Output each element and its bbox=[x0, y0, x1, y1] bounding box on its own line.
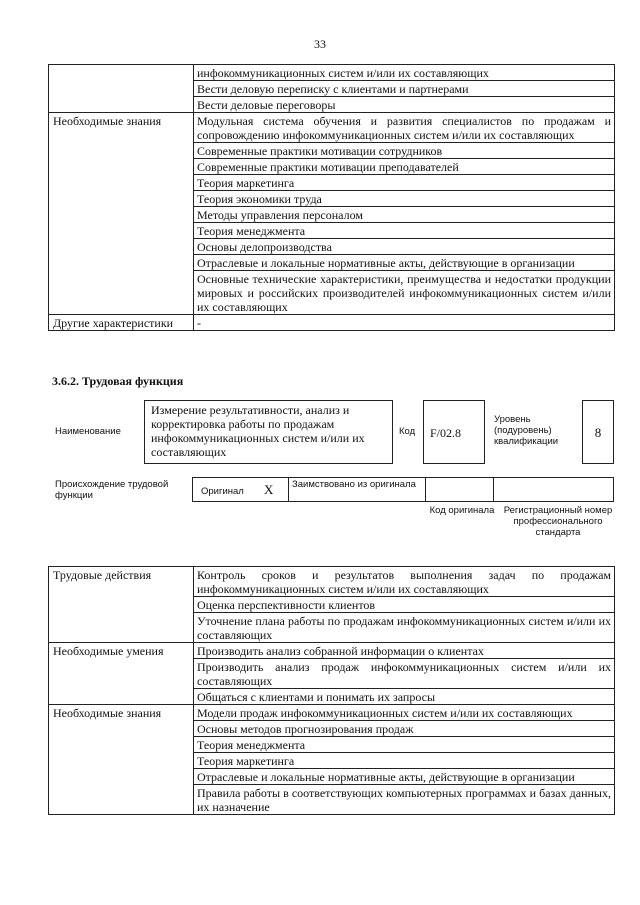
row-value: Контроль сроков и результатов выполнения задач по продажам инфокоммуникационных систем и/или их составляющих bbox=[194, 567, 615, 597]
table2-body bbox=[49, 567, 615, 815]
table-row bbox=[49, 567, 615, 597]
code-original-label: Код оригинала bbox=[429, 505, 495, 516]
row-label-knowledge: Необходимые знания bbox=[49, 705, 194, 815]
row-value: Теория маркетинга bbox=[194, 175, 615, 191]
requirements-table-bottom bbox=[48, 566, 615, 815]
row-value: Уточнение плана работы по продажам инфокоммуникационных систем и/или их составляющих bbox=[194, 613, 615, 643]
function-code-box: F/02.8 bbox=[423, 400, 485, 464]
row-value: Основные технические характеристики, преимущества и недостатки продукции мировых и российских производителей инфокоммуникационных систем и/или их составляющих bbox=[194, 271, 615, 315]
origin-row bbox=[192, 477, 614, 502]
row-value: Методы управления персоналом bbox=[194, 207, 615, 223]
borrowed-label: Заимствовано из оригинала bbox=[292, 479, 416, 490]
row-value: Отраслевые и локальные нормативные акты, действующие в организации bbox=[194, 769, 615, 785]
level-label: Уровень (подуровень) квалификации bbox=[494, 414, 559, 447]
section-heading: 3.6.2. Трудовая функция bbox=[52, 374, 184, 388]
row-label-knowledge: Необходимые знания bbox=[49, 113, 194, 315]
row-value: Современные практики мотивации сотрудников bbox=[194, 143, 615, 159]
row-label-skills: Необходимые умения bbox=[49, 643, 194, 705]
requirements-table-top bbox=[48, 64, 615, 331]
row-value: Основы делопроизводства bbox=[194, 239, 615, 255]
row-value: Производить анализ продаж инфокоммуникационных систем и/или их составляющих bbox=[194, 659, 615, 689]
qualification-level-box: 8 bbox=[582, 400, 614, 464]
row-value: Современные практики мотивации преподавателей bbox=[194, 159, 615, 175]
reg-number-label: Регистрационный номер профессионального стандарта bbox=[503, 505, 613, 538]
original-mark: X bbox=[264, 482, 274, 497]
row-value: Теория маркетинга bbox=[194, 753, 615, 769]
row-value: Общаться с клиентами и понимать их запросы bbox=[194, 689, 615, 705]
name-label: Наименование bbox=[55, 426, 121, 437]
row-value: Правила работы в соответствующих компьютерных программах и базах данных, их назначение bbox=[194, 785, 615, 815]
row-value: Вести деловую переписку с клиентами и партнерами bbox=[194, 81, 615, 97]
row-value: Теория менеджмента bbox=[194, 737, 615, 753]
row-value: инфокоммуникационных систем и/или их составляющих bbox=[194, 65, 615, 81]
original-label: Оригинал bbox=[201, 486, 244, 497]
table-row bbox=[49, 705, 615, 721]
reg-number-cell bbox=[493, 477, 614, 502]
table-row bbox=[49, 315, 615, 331]
original-cell bbox=[192, 477, 289, 502]
table-row bbox=[49, 113, 615, 143]
row-value: Оценка перспективности клиентов bbox=[194, 597, 615, 613]
row-value: Вести деловые переговоры bbox=[194, 97, 615, 113]
table1-body bbox=[49, 65, 615, 331]
row-value: Производить анализ собранной информации о клиентах bbox=[194, 643, 615, 659]
row-value: Модели продаж инфокоммуникационных систем и/или их составляющих bbox=[194, 705, 615, 721]
origin-label: Происхождение трудовой функции bbox=[55, 479, 169, 501]
row-value: Теория экономики труда bbox=[194, 191, 615, 207]
table-row bbox=[49, 643, 615, 659]
function-name-box: Измерение результативности, анализ и корректировка работы по продажам инфокоммуникационных систем и/или их составляющих bbox=[144, 400, 393, 464]
borrowed-cell bbox=[288, 477, 426, 502]
code-original-cell bbox=[425, 477, 494, 502]
row-value: Модульная система обучения и развития специалистов по продажам и сопровождению инфокоммуникационных систем и/или их составляющих bbox=[194, 113, 615, 143]
page-number: 33 bbox=[314, 37, 326, 51]
row-value: Основы методов прогнозирования продаж bbox=[194, 721, 615, 737]
row-value: Теория менеджмента bbox=[194, 223, 615, 239]
row-label-actions: Трудовые действия bbox=[49, 567, 194, 643]
row-value: Отраслевые и локальные нормативные акты, действующие в организации bbox=[194, 255, 615, 271]
row-value: - bbox=[194, 315, 615, 331]
code-label: Код bbox=[399, 426, 416, 437]
row-label bbox=[49, 65, 194, 113]
table-row bbox=[49, 65, 615, 81]
row-label-other: Другие характеристики bbox=[49, 315, 194, 331]
